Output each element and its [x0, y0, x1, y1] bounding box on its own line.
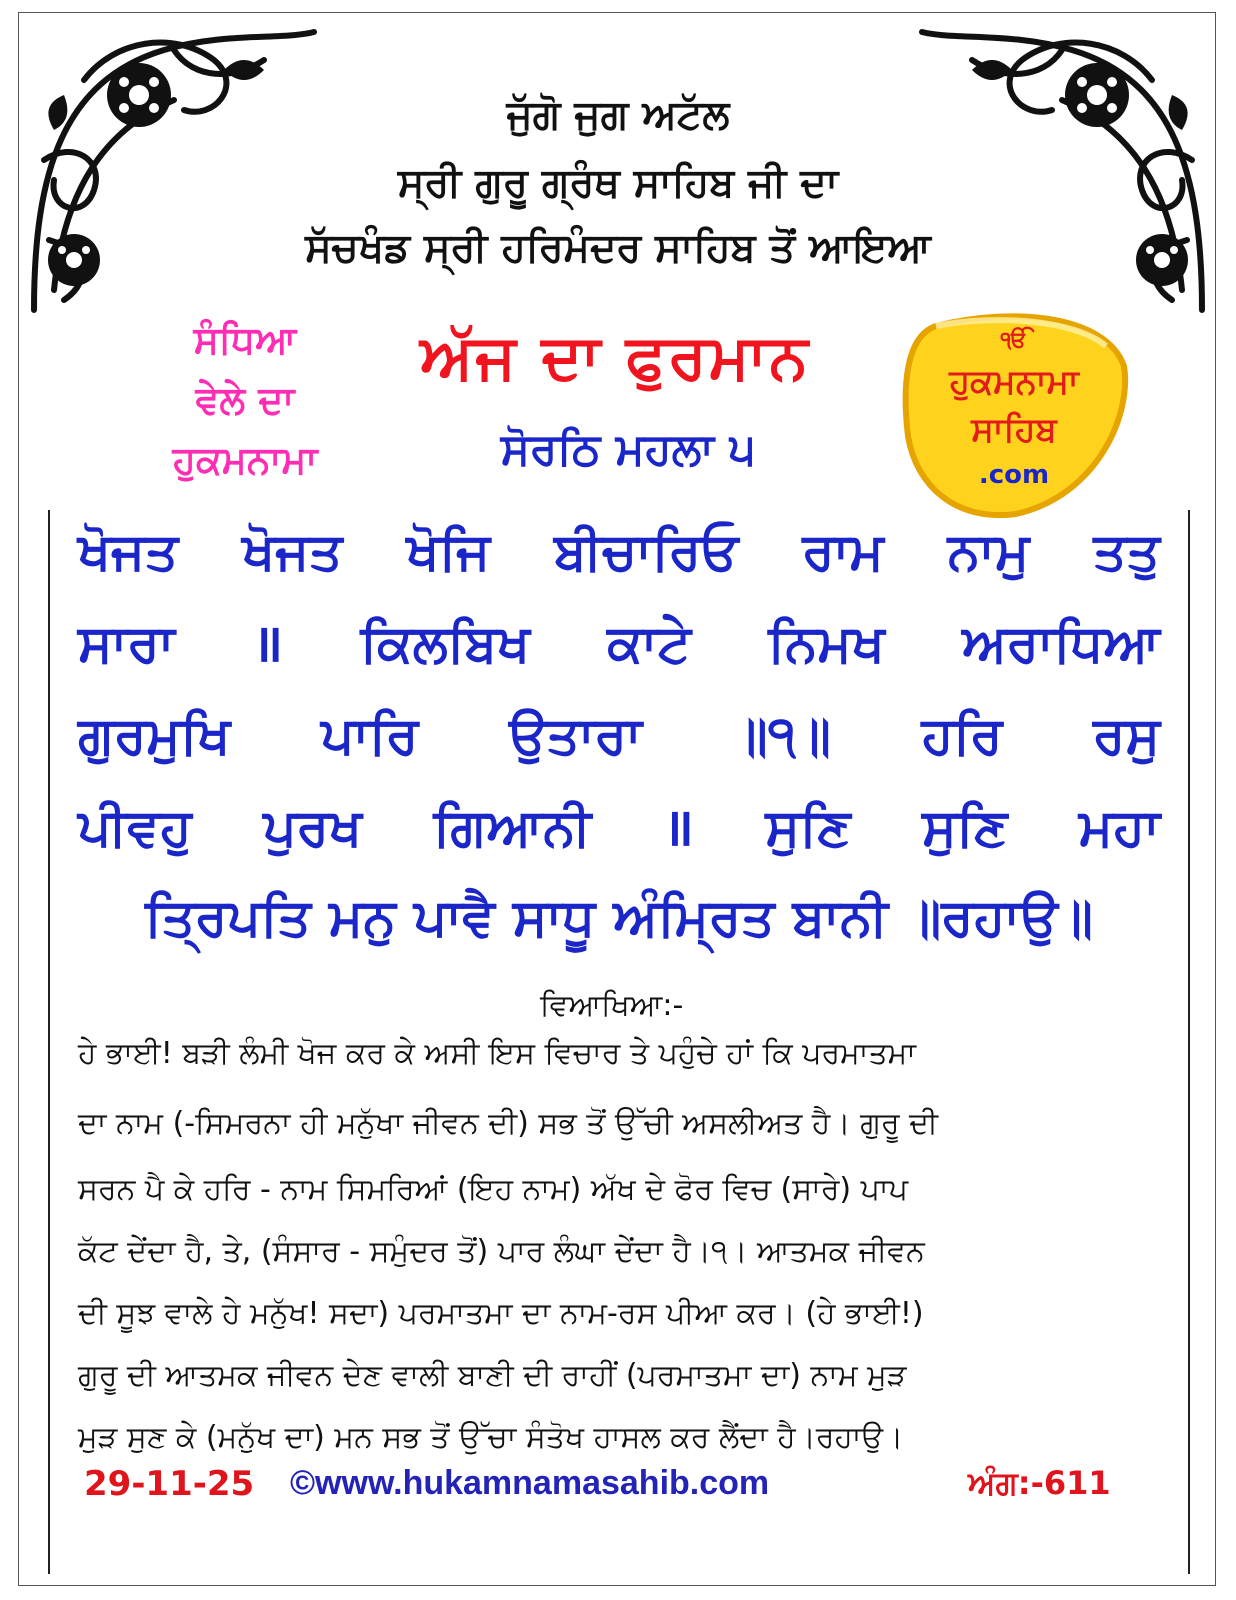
verse-word: ਕਾਟੇ: [607, 614, 691, 674]
verse-word: ਸੁਣਿ: [922, 798, 1008, 858]
verse-word: ਪੁਰਖ: [263, 798, 362, 858]
verse-word: ਹਰਿ: [921, 706, 1003, 766]
verse-line-1: [78, 522, 1160, 582]
verse-line-5: [78, 888, 1160, 948]
explanation-line-4: ਕੱਟ ਦੇਂਦਾ ਹੈ, ਤੇ, (ਸੰਸਾਰ - ਸਮੁੰਦਰ ਤੋਂ) ਪਾਰ ਲੰਘਾ ਦੇਂਦਾ ਹੈ।੧। ਆਤਮਕ ਜੀਵਨ: [78, 1234, 925, 1269]
explanation-line-5: ਦੀ ਸੂਝ ਵਾਲੇ ਹੇ ਮਨੁੱਖ! ਸਦਾ) ਪਰਮਾਤਮਾ ਦਾ ਨਾਮ-ਰਸ ਪੀਆ ਕਰ। (ਹੇ ਭਾਈ!): [78, 1296, 924, 1331]
verse-word: ਰਸੁ: [1093, 706, 1160, 766]
explanation-line-3: ਸਰਨ ਪੈ ਕੇ ਹਰਿ - ਨਾਮ ਸਿਮਰਿਆਂ (ਇਹ ਨਾਮ) ਅੱਖ ਦੇ ਫੋਰ ਵਿਚ (ਸਾਰੇ) ਪਾਪ: [78, 1172, 908, 1207]
logo-text-line-2: ਸਾਹਿਬ: [971, 410, 1057, 450]
verse-word: ਖੋਜਤ: [242, 522, 343, 582]
evening-label-line-1: ਸੰਧਿਆ: [193, 318, 297, 362]
verse-word: ਸੁਣਿ: [765, 798, 851, 858]
verse-word: ਨਿਮਖ: [768, 614, 885, 674]
hukamnama-sahib-logo: [896, 306, 1132, 522]
verse-word: ਖੋਜਤ: [78, 522, 179, 582]
footer-website-link[interactable]: ©www.hukamnamasahib.com: [290, 1464, 770, 1502]
verse-line-4: [78, 798, 1160, 858]
logo-text-line-3: .com: [978, 460, 1050, 490]
verse-word: ਉਤਾਰਾ: [509, 706, 642, 766]
verse-word: ਗੁਰਮੁਖਿ: [78, 706, 231, 766]
explanation-line-2: ਦਾ ਨਾਮ (-ਸਿਮਰਨਾ ਹੀ ਮਨੁੱਖਾ ਜੀਵਨ ਦੀ) ਸਭ ਤੋਂ ਉੱਚੀ ਅਸਲੀਅਤ ਹੈ। ਗੁਰੂ ਦੀ: [78, 1106, 938, 1141]
header-line-2: ਸ੍ਰੀ ਗੁਰੂ ਗ੍ਰੰਥ ਸਾਹਿਬ ਜੀ ਦਾ: [397, 160, 839, 206]
verse-word: ॥: [251, 614, 284, 674]
footer-date: 29-11-25: [84, 1464, 255, 1504]
explanation-heading: ਵਿਆਖਿਆ:-: [540, 988, 684, 1023]
ik-onkar-icon: ੴ: [1000, 328, 1028, 353]
page-title: ਅੱਜ ਦਾ ਫੁਰਮਾਨ: [420, 320, 810, 393]
evening-label-line-2: ਵੇਲੇ ਦਾ: [195, 378, 295, 422]
verse-word: ਮਹਾ: [1078, 798, 1160, 858]
verse-word: ਖੋਜਿ: [406, 522, 491, 582]
verse-word: ਗਿਆਨੀ: [433, 798, 592, 858]
verse-word: ਅਰਾਧਿਆ: [962, 614, 1160, 674]
explanation-line-6: ਗੁਰੂ ਦੀ ਆਤਮਕ ਜੀਵਨ ਦੇਣ ਵਾਲੀ ਬਾਣੀ ਦੀ ਰਾਹੀਂ (ਪਰਮਾਤਮਾ ਦਾ) ਨਾਮ ਮੁੜ: [78, 1358, 907, 1393]
raag-heading: ਸੋਰਠਿ ਮਹਲਾ ੫: [500, 424, 756, 475]
verse-word: ਪੀਵਹੁ: [78, 798, 192, 858]
evening-label-line-3: ਹੁਕਮਨਾਮਾ: [172, 438, 318, 482]
logo-text-line-1: ਹੁਕਮਨਾਮਾ: [949, 362, 1079, 402]
verse-word: ਸਾਰਾ: [78, 614, 175, 674]
verse-word: ਰਾਮ: [802, 522, 884, 582]
header-line-1: ਜੁੱਗੋ ਜੁਗ ਅਟੱਲ: [506, 92, 730, 138]
explanation-line-7: ਮੁੜ ਸੁਣ ਕੇ (ਮਨੁੱਖ ਦਾ) ਮਨ ਸਭ ਤੋਂ ਉੱਚਾ ਸੰਤੋਖ ਹਾਸਲ ਕਰ ਲੈਂਦਾ ਹੈ।ਰਹਾਉ।: [78, 1420, 904, 1455]
verse-word: ਤ੍ਰਿਪਤਿ ਮਨੁ ਪਾਵੈ ਸਾਧੂ ਅੰਮ੍ਰਿਤ ਬਾਨੀ ॥ਰਹਾਉ॥: [145, 888, 1093, 948]
verse-word: ਕਿਲਬਿਖ: [360, 614, 530, 674]
verse-line-3: [78, 706, 1160, 766]
explanation-line-1: ਹੇ ਭਾਈ! ਬੜੀ ਲੰਮੀ ਖੋਜ ਕਰ ਕੇ ਅਸੀ ਇਸ ਵਿਚਾਰ ਤੇ ਪਹੁੰਚੇ ਹਾਂ ਕਿ ਪਰਮਾਤਮਾ: [78, 1036, 916, 1071]
verse-word: ਪਾਰਿ: [321, 706, 419, 766]
footer-ang-number: ਅੰਗ:-611: [968, 1464, 1111, 1502]
header-line-3: ਸੱਚਖੰਡ ਸ੍ਰੀ ਹਰਿਮੰਦਰ ਸਾਹਿਬ ਤੋਂ ਆਇਆ: [305, 225, 931, 271]
verse-word: ਬੀਚਾਰਿਓ: [554, 522, 739, 582]
verse-word: ਨਾਮੁ: [947, 522, 1030, 582]
verse-line-2: [78, 614, 1160, 674]
verse-word: ॥: [662, 798, 694, 858]
verse-word: ਤਤੁ: [1093, 522, 1160, 582]
verse-word: ॥੧॥: [732, 706, 831, 766]
